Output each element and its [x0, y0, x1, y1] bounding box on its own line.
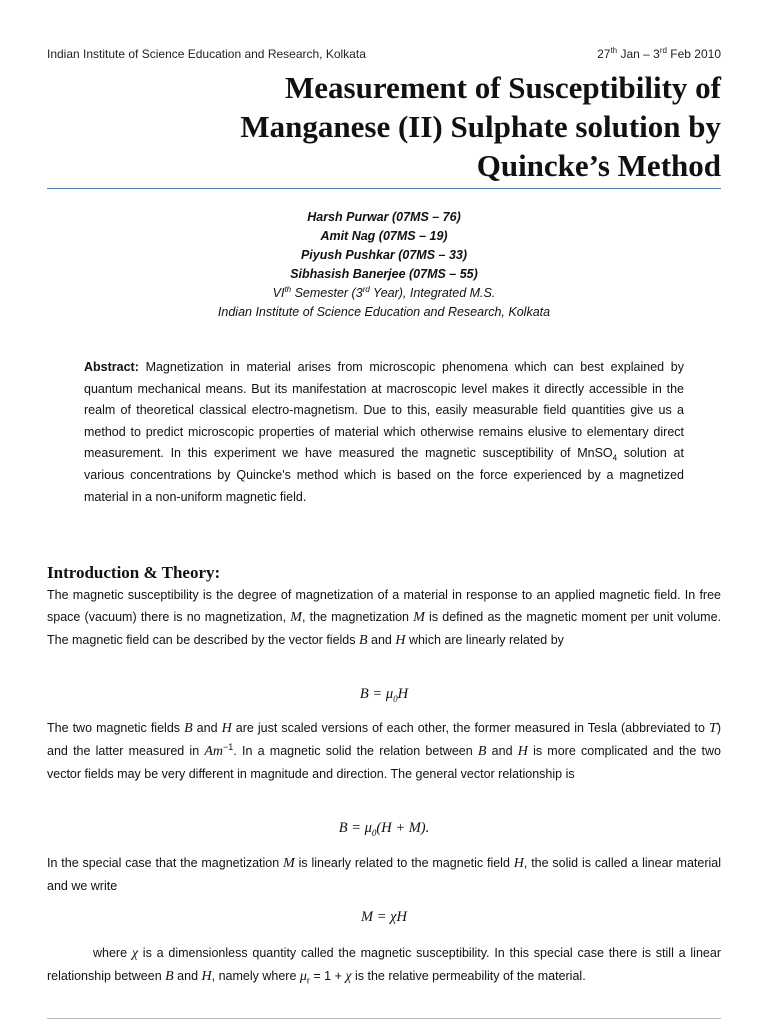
- paper-title: [81, 68, 721, 185]
- author-block: [0, 208, 768, 322]
- title-line-2: Manganese (II) Sulphate solution by: [240, 109, 721, 144]
- author-semester: VIth Semester (3rd Year), Integrated M.S.: [272, 284, 496, 300]
- abstract: Abstract: Magnetization in material arises from microscopic phenomena which can best explained by quantum mechanical means. But its manifestation at macroscopic level makes it directly accessible in the realm of theoretical classical electro-magnetism. Due to this, easily measurable field quantities give us a method to predict microscopic properties of material which otherwise remains elusive to elementary direct measurement. In this experiment we have measured the magnetic susceptibility of MnSO$_4$ solution at various concentrations by Quincke's method which is based on the force experienced by a magnetized material in a non-uniform magnetic field.: [84, 360, 684, 504]
- title-divider: [47, 188, 721, 189]
- author-name: Harsh Purwar (07MS – 76): [307, 210, 461, 224]
- paragraph-4: where χ is a dimensionless quantity called the magnetic susceptibility. In this special case there is still a linear relationship between B and H, namely where $\mu_r = 1 + \chi$ is the relative permeability of the material.: [47, 946, 721, 986]
- footer-divider: [47, 1018, 721, 1019]
- paragraph-1: The magnetic susceptibility is the degree of magnetization of a material in response to an applied magnetic field. In free space (vacuum) there is no magnetization, M, the magnetization M is defined as the magnetic moment per unit volume. The magnetic field can be described by the vector fields B and H which are linearly related by: [47, 588, 721, 648]
- title-line-3: Quincke’s Method: [476, 148, 721, 183]
- header-institute: Indian Institute of Science Education and Research, Kolkata: [47, 47, 366, 61]
- author-name: Amit Nag (07MS – 19): [320, 229, 448, 243]
- paragraph-2: The two magnetic fields B and H are just scaled versions of each other, the former measured in Tesla (abbreviated to T) and the latter measured in $Am^{-1}$. In a magnetic solid the relation between B and H is more complicated and the two vector fields may be very different in magnitude and direction. The general vector relationship is: [47, 721, 721, 781]
- author-name: Sibhasish Banerjee (07MS – 55): [290, 267, 478, 281]
- abstract-label: Abstract:: [84, 360, 139, 374]
- equation-1: $B = \mu_0H$: [359, 686, 409, 704]
- header-date: 27th Jan – 3rd Feb 2010: [597, 46, 721, 61]
- paragraph-3: In the special case that the magnetization M is linearly related to the magnetic field H, the solid is called a linear material and we write: [47, 856, 721, 893]
- running-header: [47, 47, 721, 61]
- title-line-1: Measurement of Susceptibility of: [285, 70, 721, 105]
- equation-3: M = χH: [361, 909, 407, 925]
- author-name: Piyush Pushkar (07MS – 33): [300, 248, 468, 262]
- author-affiliation: Indian Institute of Science Education and Research, Kolkata: [217, 305, 551, 319]
- equation-2: $B = \mu_0(H + M)$.: [338, 820, 430, 838]
- section-heading: Introduction & Theory:: [47, 563, 221, 582]
